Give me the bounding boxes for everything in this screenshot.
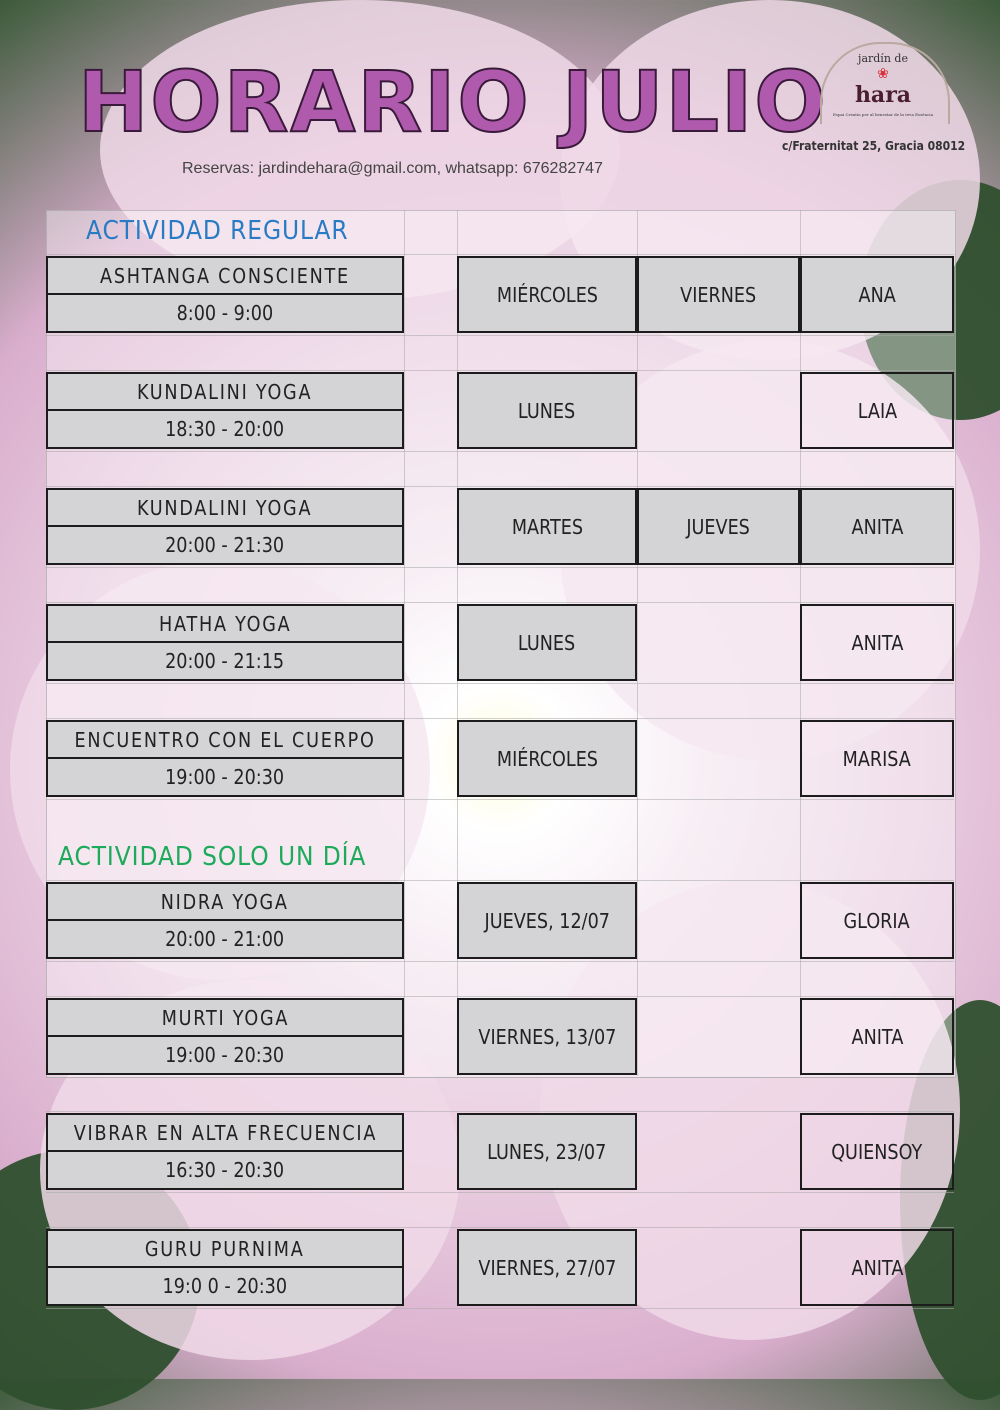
class-teacher-text: GLORIA — [843, 908, 911, 933]
class-day — [457, 882, 637, 959]
class-day-2-text: VIERNES — [680, 282, 757, 307]
class-name-text: GURU PURNIMA — [145, 1236, 305, 1261]
class-name — [46, 488, 404, 527]
section-title-regular: ACTIVIDAD REGULAR — [86, 216, 349, 246]
class-time-text: 16:30 - 20:30 — [165, 1158, 285, 1182]
class-time — [46, 525, 404, 565]
lotus-icon: ❀ — [877, 66, 889, 82]
class-name — [46, 372, 404, 411]
reservations-contact: Reservas: jardindehara@gmail.com, whatsapp: 676282747 — [182, 160, 603, 177]
class-day-2 — [637, 488, 800, 565]
class-day — [457, 488, 637, 565]
class-day-2 — [637, 256, 800, 333]
class-day-text: VIERNES, 13/07 — [478, 1024, 616, 1049]
class-time-text: 8:00 - 9:00 — [176, 301, 274, 325]
class-name — [46, 720, 404, 759]
class-day — [457, 1113, 637, 1190]
class-day-text: LUNES, 23/07 — [487, 1139, 607, 1164]
class-day-text: LUNES — [518, 630, 576, 655]
class-time — [46, 293, 404, 333]
class-teacher-text: ANITA — [851, 630, 903, 655]
class-name-text: HATHA YOGA — [158, 611, 292, 636]
section-title-single: ACTIVIDAD SOLO UN DÍA — [58, 842, 367, 872]
class-time — [46, 1150, 404, 1190]
class-day — [457, 372, 637, 449]
class-teacher — [800, 1113, 954, 1190]
class-time-text: 18:30 - 20:00 — [165, 417, 285, 441]
class-day — [457, 720, 637, 797]
class-time — [46, 409, 404, 449]
class-name-text: NIDRA YOGA — [161, 889, 289, 914]
class-time-text: 20:00 - 21:30 — [165, 533, 285, 557]
class-time-text: 19:0 0 - 20:30 — [162, 1274, 288, 1298]
logo-tagline: Espai Creatiu per al benestar de la teva Essència — [833, 112, 933, 117]
class-teacher-text: LAIA — [857, 398, 897, 423]
class-day — [457, 998, 637, 1075]
grid-line — [637, 210, 638, 1076]
class-name — [46, 1229, 404, 1268]
class-time — [46, 757, 404, 797]
grid-line — [46, 370, 954, 371]
class-name-text: ASHTANGA CONSCIENTE — [100, 263, 350, 288]
class-day-2-text: JUEVES — [686, 514, 751, 539]
class-name — [46, 1113, 404, 1152]
class-teacher — [800, 882, 954, 959]
grid-line — [46, 451, 954, 452]
grid-line — [46, 602, 954, 603]
class-name — [46, 882, 404, 921]
class-day-text: JUEVES, 12/07 — [484, 908, 610, 933]
class-teacher — [800, 1229, 954, 1306]
class-day-text: LUNES — [518, 398, 576, 423]
class-name-text: MURTI YOGA — [161, 1005, 289, 1030]
class-time — [46, 1266, 404, 1306]
grid-line — [46, 996, 954, 997]
grid-line — [46, 1192, 954, 1193]
grid-line — [46, 683, 954, 684]
class-name-text: KUNDALINI YOGA — [137, 379, 313, 404]
class-teacher — [800, 256, 954, 333]
class-time — [46, 1035, 404, 1075]
class-time-text: 19:00 - 20:30 — [165, 1043, 285, 1067]
grid-line — [46, 880, 954, 881]
class-day — [457, 604, 637, 681]
grid-line — [46, 1308, 954, 1309]
grid-line — [46, 254, 954, 255]
class-name-text: ENCUENTRO CON EL CUERPO — [74, 727, 376, 752]
grid-line — [46, 799, 954, 800]
class-day — [457, 256, 637, 333]
class-teacher — [800, 372, 954, 449]
class-teacher-text: QUIENSOY — [831, 1139, 923, 1164]
class-day-text: MIÉRCOLES — [496, 282, 598, 307]
class-teacher-text: ANA — [858, 282, 896, 307]
class-name — [46, 256, 404, 295]
class-teacher-text: ANITA — [851, 1024, 903, 1049]
class-teacher — [800, 720, 954, 797]
grid-line — [46, 961, 954, 962]
class-teacher-text: ANITA — [851, 514, 903, 539]
class-teacher-text: MARISA — [842, 746, 912, 771]
class-time-text: 19:00 - 20:30 — [165, 765, 285, 789]
grid-line — [46, 1077, 954, 1078]
grid-line — [46, 335, 954, 336]
logo-name: hara — [854, 82, 912, 108]
class-day — [457, 1229, 637, 1306]
class-name — [46, 998, 404, 1037]
page-title: HORARIO JULIO — [78, 53, 828, 151]
class-day-text: MARTES — [511, 514, 583, 539]
class-day-text: MIÉRCOLES — [496, 746, 598, 771]
logo — [812, 42, 954, 128]
grid-line — [46, 1227, 954, 1228]
class-teacher — [800, 488, 954, 565]
class-teacher — [800, 998, 954, 1075]
class-teacher — [800, 604, 954, 681]
class-name-text: VIBRAR EN ALTA FRECUENCIA — [73, 1120, 377, 1145]
class-time — [46, 641, 404, 681]
class-time-text: 20:00 - 21:00 — [165, 927, 285, 951]
class-time — [46, 919, 404, 959]
class-teacher-text: ANITA — [851, 1255, 903, 1280]
logo-small-text: jardín de — [858, 52, 908, 65]
class-name-text: KUNDALINI YOGA — [137, 495, 313, 520]
address: c/Fraternitat 25, Gracia 08012 — [782, 139, 966, 153]
class-time-text: 20:00 - 21:15 — [165, 649, 285, 673]
grid-line — [46, 1111, 954, 1112]
grid-line — [46, 567, 954, 568]
class-name — [46, 604, 404, 643]
grid-line — [46, 718, 954, 719]
grid-line — [46, 486, 954, 487]
class-day-text: VIERNES, 27/07 — [478, 1255, 616, 1280]
grid-line — [404, 210, 405, 1076]
